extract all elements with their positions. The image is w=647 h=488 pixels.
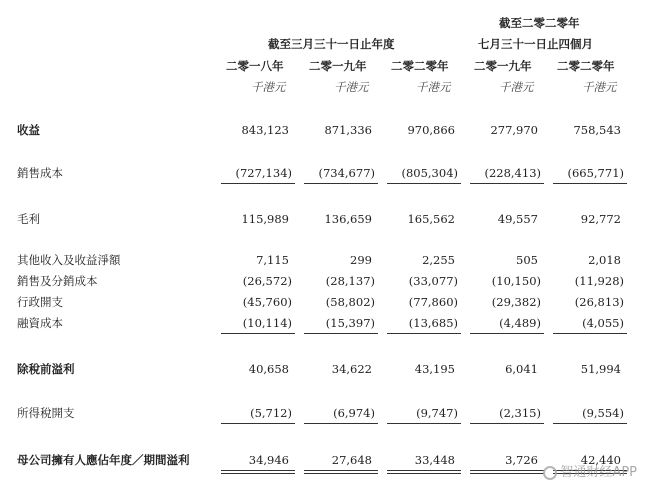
cell: 34,946 [248,453,289,467]
cell: 3,726 [505,453,538,467]
cell: 43,195 [414,362,455,376]
watermark-logo-icon [543,466,557,480]
cell: (6,974) [333,406,375,420]
cell: (13,685) [408,316,458,330]
row-label-profit-attributable: 母公司擁有人應佔年度／期間溢利 [17,453,190,467]
subtotal-rule [304,333,378,334]
cell: 299 [350,253,372,267]
row-label-admin-expenses: 行政開支 [17,295,63,309]
cell: 505 [516,253,538,267]
cell: 34,622 [331,362,372,376]
cell: 136,659 [324,212,372,226]
cell: (727,134) [235,166,292,180]
cell: (58,802) [325,295,375,309]
row-label-income-tax: 所得稅開支 [17,406,75,420]
total-double-rule [470,473,544,474]
cell: 42,440 [580,453,621,467]
cell: (11,928) [574,274,624,288]
watermark-text: 智通财经APP [560,465,637,480]
unit-label: 千港元 [416,80,451,94]
total-double-rule [470,470,544,471]
cell: (28,137) [325,274,375,288]
cell: 27,648 [331,453,372,467]
row-label-selling-distribution: 銷售及分銷成本 [17,274,98,288]
cell: 970,866 [407,123,455,137]
total-double-rule [387,473,461,474]
cell: 758,543 [573,123,621,137]
period-header-annual: 截至三月三十一日止年度 [268,37,395,51]
row-label-cost-of-sales: 銷售成本 [17,166,63,180]
subtotal-rule [221,333,295,334]
cell: (77,860) [408,295,458,309]
cell: (45,760) [242,295,292,309]
cell: 115,989 [241,212,289,226]
year-header-2019-interim: 二零一九年 [474,59,532,73]
subtotal-rule [470,183,544,184]
year-header-2020: 二零二零年 [391,59,449,73]
cell: (26,572) [242,274,292,288]
subtotal-rule [470,423,544,424]
row-label-profit-before-tax: 除稅前溢利 [17,362,75,376]
cell: 92,772 [580,212,621,226]
cell: (10,150) [491,274,541,288]
cell: 277,970 [490,123,538,137]
cell: (33,077) [408,274,458,288]
subtotal-rule [221,423,295,424]
watermark [543,461,637,480]
unit-label: 千港元 [251,80,286,94]
total-double-rule [387,470,461,471]
subtotal-rule [387,183,461,184]
cell: 7,115 [256,253,289,267]
cell: 871,336 [324,123,372,137]
subtotal-rule [221,183,295,184]
row-label-other-income: 其他收入及收益淨額 [17,253,121,267]
subtotal-rule [553,183,627,184]
cell: (4,055) [582,316,624,330]
total-double-rule [304,470,378,471]
year-header-2018: 二零一八年 [226,59,284,73]
cell: (29,382) [491,295,541,309]
cell: (9,554) [582,406,624,420]
cell: 51,994 [580,362,621,376]
cell: 165,562 [407,212,455,226]
year-header-2019: 二零一九年 [309,59,367,73]
cell: 843,123 [241,123,289,137]
cell: (805,304) [401,166,458,180]
year-header-2020-interim: 二零二零年 [557,59,615,73]
cell: (5,712) [250,406,292,420]
cell: (2,315) [499,406,541,420]
cell: (26,813) [574,295,624,309]
subtotal-rule [304,423,378,424]
total-double-rule [221,473,295,474]
subtotal-rule [553,423,627,424]
subtotal-rule [553,333,627,334]
subtotal-rule [470,333,544,334]
cell: 6,041 [505,362,538,376]
cell: 2,255 [422,253,455,267]
cell: (734,677) [318,166,375,180]
row-label-revenue: 收益 [17,123,40,137]
cell: (665,771) [567,166,624,180]
cell: (10,114) [242,316,292,330]
row-label-finance-costs: 融資成本 [17,316,63,330]
row-label-gross-profit: 毛利 [17,212,40,226]
cell: (4,489) [499,316,541,330]
subtotal-rule [304,183,378,184]
cell: 49,557 [497,212,538,226]
subtotal-rule [387,333,461,334]
cell: (15,397) [325,316,375,330]
period-header-interim-line2: 七月三十一日止四個月 [478,37,593,51]
cell: 40,658 [248,362,289,376]
total-double-rule [221,470,295,471]
cell: (228,413) [484,166,541,180]
unit-label: 千港元 [499,80,534,94]
cell: 33,448 [414,453,455,467]
period-header-interim-line1: 截至二零二零年 [499,16,580,30]
total-double-rule [304,473,378,474]
unit-label: 千港元 [334,80,369,94]
cell: (9,747) [416,406,458,420]
cell: 2,018 [588,253,621,267]
unit-label: 千港元 [582,80,617,94]
subtotal-rule [387,423,461,424]
